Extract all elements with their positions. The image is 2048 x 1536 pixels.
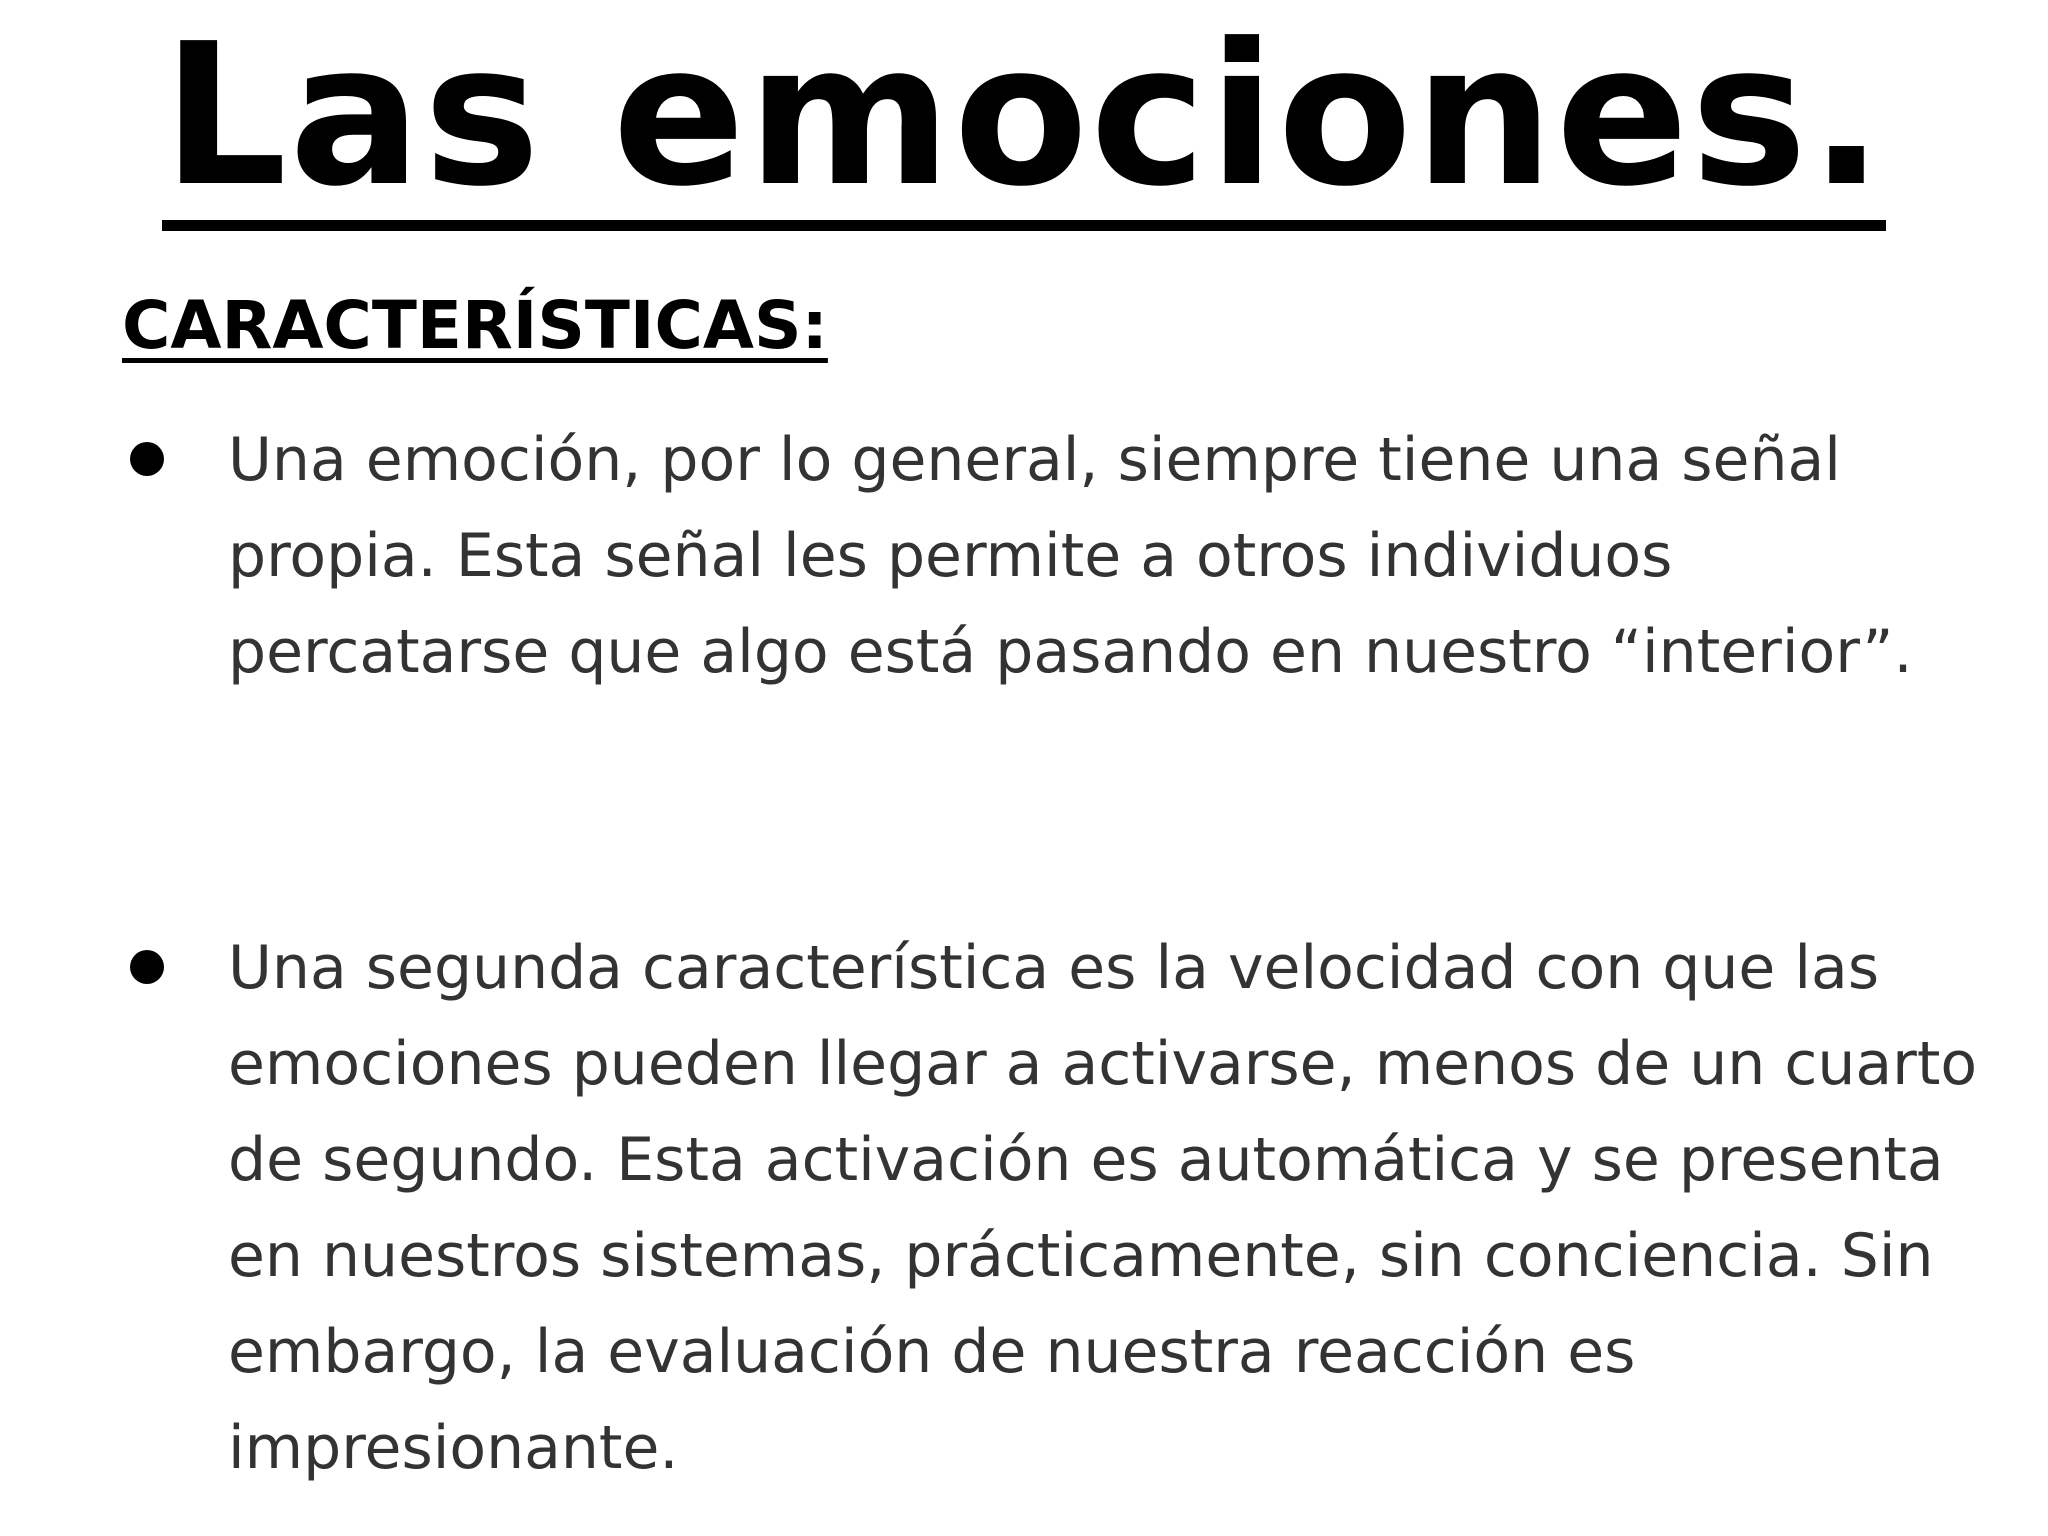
bullet-text: Una emoción, por lo general, siempre tiene una señal propia. Esta señal les permite a otros individuos percatarse que algo está pasando en nuestro “interior”. (228, 425, 1913, 687)
bullet-icon (130, 442, 164, 476)
page-title-text: Las emociones. (162, 2, 1886, 230)
bullet-icon (130, 950, 164, 984)
page-title (0, 2, 2048, 231)
bullet-text: Una segunda característica es la velocidad con que las emociones pueden llegar a activarse, menos de un cuarto de segundo. Esta activación es automática y se presenta en nuestros sistemas, prácticamente, sin conciencia. Sin embargo, la evaluación de nuestra reacción es impresionante. (228, 933, 1978, 1483)
section-heading: CARACTERÍSTICAS: (122, 287, 828, 364)
